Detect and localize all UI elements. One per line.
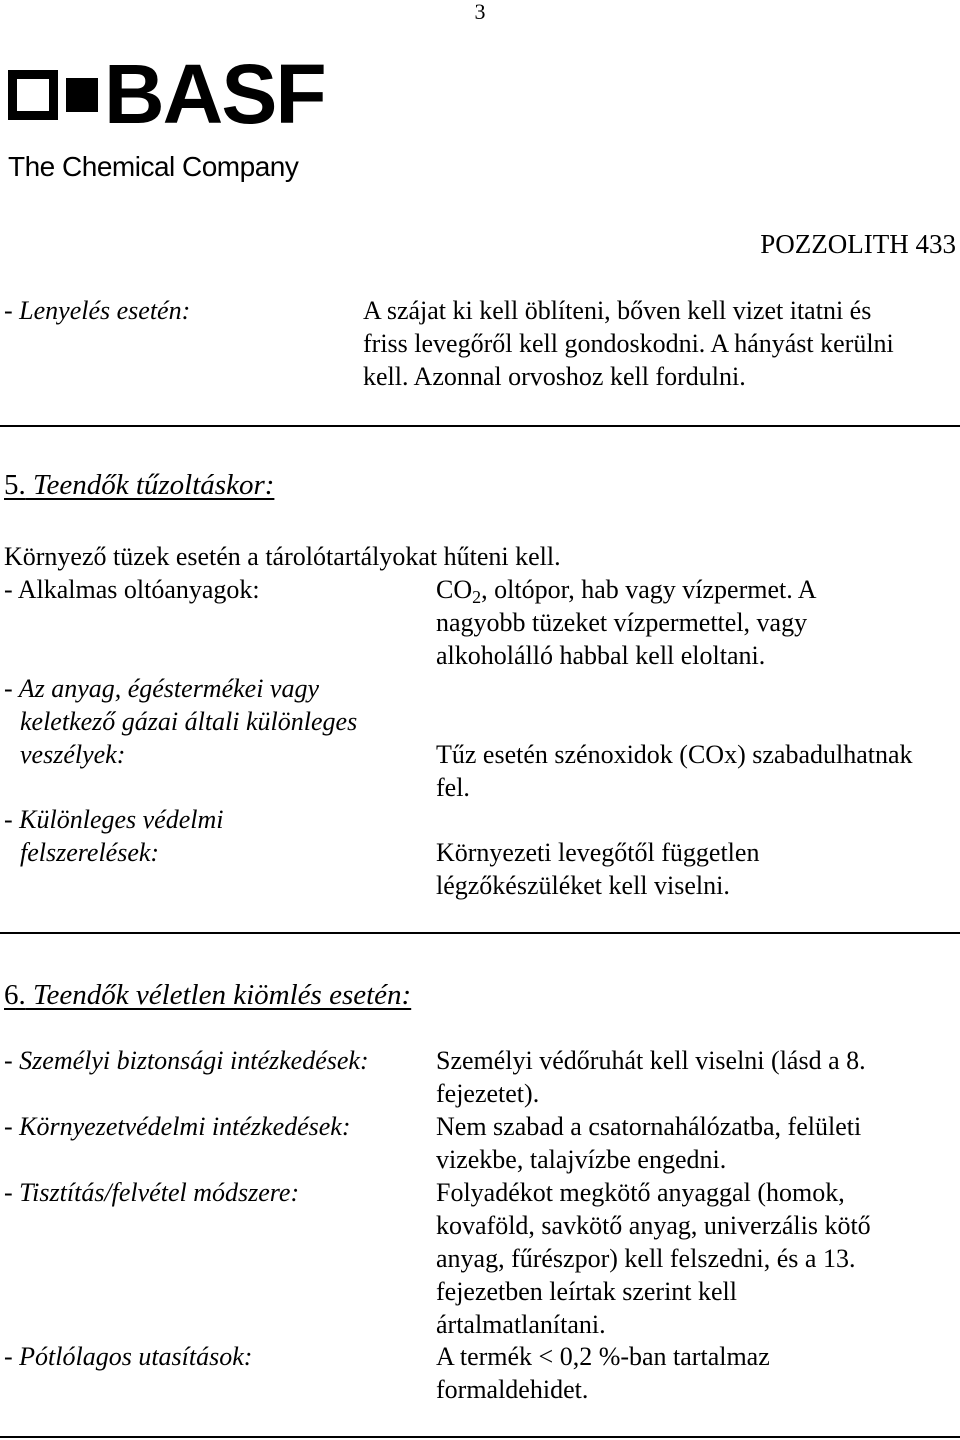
page-number: 3 (474, 0, 486, 24)
special-hazards-line: Tűz esetén szénoxidok (COx) szabadulhatnak (436, 740, 913, 769)
protective-equipment-text (436, 836, 960, 902)
extinguishing-media-line (436, 573, 960, 606)
product-name: POZZOLITH 433 (760, 229, 956, 259)
cleanup-method-label: - Tisztítás/felvétel módszere: (4, 1178, 300, 1207)
protective-equipment-line: Környezeti levegőtől független (436, 838, 760, 867)
ingestion-line: friss levegőről kell gondoskodni. A hányást kerülni (363, 329, 894, 358)
ingestion-line: A szájat ki kell öblíteni, bőven kell vizet itatni és (363, 296, 872, 325)
special-hazards-label-line: - Az anyag, égéstermékei vagy (4, 674, 320, 703)
section-5-intro: Környező tüzek esetén a tárolótartályokat hűteni kell. (4, 542, 561, 571)
section-6-title: Teendők véletlen kiömlés esetén: (33, 979, 412, 1011)
logo-brand: BASF (104, 47, 325, 141)
personal-precautions-label: - Személyi biztonsági intézkedések: (4, 1046, 369, 1075)
protective-equipment-label-line: - Különleges védelmi (4, 805, 224, 834)
special-hazards-text (436, 738, 960, 804)
divider (0, 1436, 960, 1438)
basf-logo (8, 47, 328, 188)
additional-instructions-text (436, 1340, 960, 1406)
cleanup-method-line: fejezetben leírtak szerint kell (436, 1277, 738, 1306)
section-6-heading (4, 978, 411, 1012)
cleanup-method-line: anyag, fűrészpor) kell felszedni, és a 13. (436, 1244, 856, 1273)
environmental-precautions-text (436, 1110, 960, 1176)
cleanup-method-line: ártalmatlanítani. (436, 1310, 606, 1339)
section-6-number: 6. (4, 979, 26, 1011)
additional-instructions-line: A termék < 0,2 %-ban tartalmaz (436, 1342, 770, 1371)
protective-equipment-label (4, 803, 224, 869)
cleanup-method-text (436, 1176, 960, 1341)
environmental-precautions-line: Nem szabad a csatornahálózatba, felületi (436, 1112, 862, 1141)
logo-filled-square-icon (66, 78, 98, 112)
divider (0, 425, 960, 427)
special-hazards-label (4, 672, 357, 771)
additional-instructions-line: formaldehidet. (436, 1375, 589, 1404)
section-5-title: Teendők tűzoltáskor: (33, 469, 275, 501)
extinguishing-media-rest: , oltópor, hab vagy vízpermet. A (481, 575, 817, 604)
cleanup-method-line: Folyadékot megkötő anyaggal (homok, (436, 1178, 845, 1207)
personal-precautions-text (436, 1044, 960, 1110)
section-5-number: 5. (4, 469, 26, 501)
extinguishing-media-text (436, 573, 960, 672)
extinguishing-media-line: nagyobb tüzeket vízpermettel, vagy (436, 608, 808, 637)
logo-tagline: The Chemical Company (8, 151, 299, 182)
extinguishing-media-label: - Alkalmas oltóanyagok: (4, 575, 260, 604)
divider (0, 932, 960, 934)
logo-outline-square-icon (8, 70, 58, 120)
co-text: CO (436, 575, 473, 604)
environmental-precautions-label: - Környezetvédelmi intézkedések: (4, 1112, 351, 1141)
additional-instructions-label: - Pótlólagos utasítások: (4, 1342, 253, 1371)
special-hazards-label-line: keletkező gázai általi különleges (20, 707, 358, 736)
personal-precautions-line: Személyi védőruhát kell viselni (lásd a 8. (436, 1046, 866, 1075)
co-subscript: 2 (472, 587, 482, 607)
protective-equipment-line: légzőkészüléket kell viselni. (436, 871, 730, 900)
protective-equipment-label-line: felszerelések: (20, 838, 160, 867)
ingestion-text (363, 294, 960, 393)
ingestion-label: - Lenyelés esetén: (4, 296, 191, 325)
special-hazards-line: fel. (436, 773, 470, 802)
extinguishing-media-line: alkoholálló habbal kell eloltani. (436, 641, 766, 670)
cleanup-method-line: kovaföld, savkötő anyag, univerzális kötő (436, 1211, 871, 1240)
environmental-precautions-line: vizekbe, talajvízbe engedni. (436, 1145, 727, 1174)
special-hazards-label-line: veszélyek: (20, 740, 126, 769)
personal-precautions-line: fejezetet). (436, 1079, 540, 1108)
ingestion-line: kell. Azonnal orvoshoz kell fordulni. (363, 362, 746, 391)
section-5-heading (4, 468, 274, 502)
